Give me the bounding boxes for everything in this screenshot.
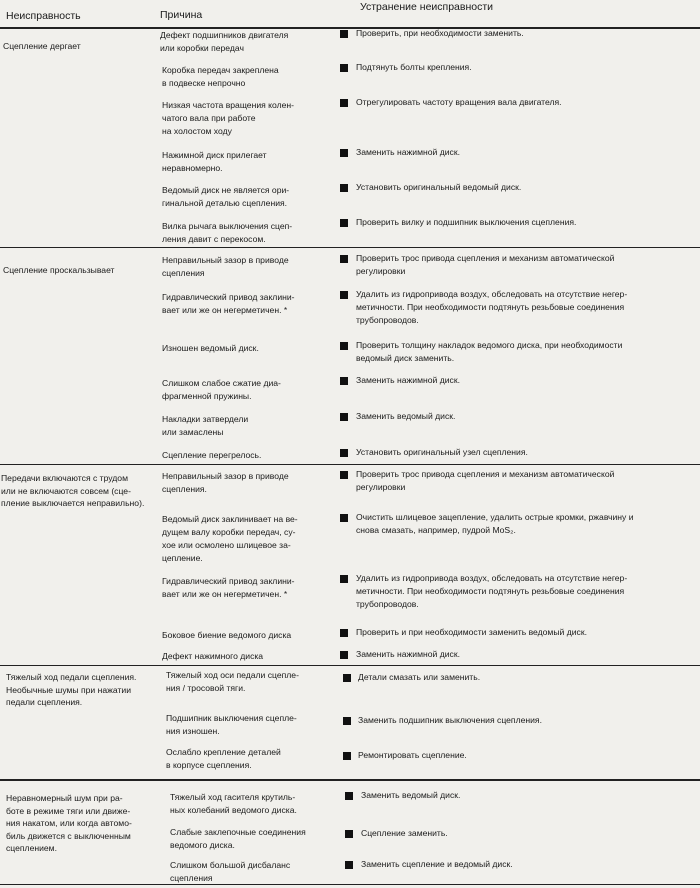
header-rule (0, 27, 700, 29)
cause-text: Тяжелый ход оси педали сцепле- ния / тросовой тяги. (166, 670, 299, 693)
header-remedy: Устранение неисправности (360, 1, 494, 13)
remedy-text: Ремонтировать сцепление. (358, 750, 467, 760)
fault-label: Неравномерный шум при ра- боте в режиме тяги или движе- ния накатом, или когда автомо- биль движется с выключенным сцеплением. (6, 793, 132, 853)
bullet-marker (340, 255, 348, 263)
remedy-text: Проверить трос привода сцепления и механизм автоматической регулировки (356, 253, 615, 276)
bullet-marker (343, 752, 351, 760)
header-cause: Причина (160, 9, 203, 21)
remedy-text: Удалить из гидропривода воздух, обследовать на отсутствие негер- метичности. При необходимости подтянуть резьбовые соединения трубопроводов. (356, 289, 628, 325)
cause-text: Боковое биение ведомого диска (162, 630, 292, 640)
remedy-text: Заменить нажимной диск. (356, 375, 460, 385)
bullet-marker (340, 651, 348, 659)
bullet-marker (345, 861, 353, 869)
bullet-marker (340, 471, 348, 479)
remedy-text: Заменить ведомый диск. (361, 790, 461, 800)
bullet-marker (340, 342, 348, 350)
section-divider (0, 464, 700, 465)
bullet-marker (340, 30, 348, 38)
cause-text: Ведомый диск не является ори- гинальной деталью сцепления. (162, 185, 290, 208)
section-divider (0, 665, 700, 666)
section-divider (0, 247, 700, 248)
remedy-text: Очистить шлицевое зацепление, удалить острые кромки, ржавчину и снова смазать, например, пудрой MoS₂. (356, 512, 634, 535)
bullet-marker (340, 99, 348, 107)
cause-text: Неправильный зазор в приводе сцепления (162, 255, 289, 278)
bullet-marker (340, 64, 348, 72)
remedy-text: Проверить и при необходимости заменить ведомый диск. (356, 627, 587, 637)
remedy-text: Отрегулировать частоту вращения вала двигателя. (356, 97, 562, 107)
cause-text: Сцепление перегрелось. (162, 450, 262, 460)
cause-text: Неправильный зазор в приводе сцепления. (162, 471, 289, 494)
bullet-marker (340, 291, 348, 299)
cause-text: Слабые заклепочные соединения ведомого диска. (170, 827, 306, 850)
fault-label: Сцепление дергает (3, 41, 81, 51)
cause-text: Ослабло крепление деталей в корпусе сцепления. (166, 747, 281, 770)
bullet-marker (340, 413, 348, 421)
cause-text: Ведомый диск заклинивает на ве- дущем валу коробки передач, су- хое или осмолено шлицевое за- цепление. (162, 514, 298, 563)
cause-text: Накладки затвердели или замаслены (162, 414, 249, 437)
bullet-marker (340, 149, 348, 157)
cause-text: Подшипник выключения сцепле- ния изношен. (166, 713, 297, 736)
bullet-marker (340, 514, 348, 522)
cause-text: Низкая частота вращения колен- чатого вала при работе на холостом ходу (162, 100, 295, 136)
header-fault: Неисправность (6, 10, 81, 22)
bullet-marker (343, 674, 351, 682)
bullet-marker (340, 575, 348, 583)
section-divider (0, 779, 700, 781)
remedy-text: Детали смазать или заменить. (358, 672, 481, 682)
bullet-marker (340, 184, 348, 192)
remedy-text: Подтянуть болты крепления. (356, 62, 472, 72)
remedy-text: Проверить, при необходимости заменить. (356, 28, 524, 38)
bullet-marker (340, 449, 348, 457)
remedy-text: Заменить ведомый диск. (356, 411, 456, 421)
remedy-text: Заменить сцепление и ведомый диск. (361, 859, 513, 869)
fault-label: Тяжелый ход педали сцепления. Необычные шумы при нажатии педали сцепления. (6, 672, 137, 707)
bullet-marker (340, 629, 348, 637)
bullet-marker (345, 830, 353, 838)
remedy-text: Проверить толщину накладок ведомого диска, при необходимости ведомый диск заменить. (356, 340, 623, 363)
remedy-text: Удалить из гидропривода воздух, обследовать на отсутствие негер- метичности. При необходимости подтянуть резьбовые соединения трубопроводов. (356, 573, 628, 609)
bullet-marker (345, 792, 353, 800)
cause-text: Слишком большой дисбаланс сцепления (170, 860, 291, 883)
cause-text: Тяжелый ход гасителя крутиль- ных колебаний ведомого диска. (170, 792, 297, 815)
remedy-text: Проверить вилку и подшипник выключения сцепления. (356, 217, 577, 227)
remedy-text: Установить оригинальный ведомый диск. (356, 182, 522, 192)
fault-label: Сцепление проскальзывает (3, 265, 115, 275)
bottom-rule (0, 884, 700, 885)
bullet-marker (343, 717, 351, 725)
cause-text: Слишком слабое сжатие диа- фрагменной пружины. (162, 378, 281, 401)
cause-text: Коробка передач закреплена в подвеске непрочно (162, 65, 279, 88)
fault-label: Передачи включаются с трудом или не включаются совсем (сце- пление выключается неправильно). (1, 473, 145, 508)
bullet-marker (340, 219, 348, 227)
cause-text: Гидравлический привод заклини- вает или же он негерметичен. * (162, 576, 295, 599)
cause-text: Дефект нажимного диска (162, 651, 264, 661)
remedy-text: Заменить нажимной диск. (356, 147, 460, 157)
remedy-text: Заменить подшипник выключения сцепления. (358, 715, 542, 725)
remedy-text: Сцепление заменить. (361, 828, 448, 838)
cause-text: Дефект подшипников двигателя или коробки передач (160, 30, 289, 53)
bullet-marker (340, 377, 348, 385)
cause-text: Изношен ведомый диск. (162, 343, 259, 353)
remedy-text: Проверить трос привода сцепления и механизм автоматической регулировки (356, 469, 615, 492)
cause-text: Вилка рычага выключения сцеп- ления давит с перекосом. (162, 221, 293, 244)
remedy-text: Заменить нажимной диск. (356, 649, 460, 659)
cause-text: Нажимной диск прилегает неравномерно. (162, 150, 267, 173)
cause-text: Гидравлический привод заклини- вает или же он негерметичен. * (162, 292, 295, 315)
remedy-text: Установить оригинальный узел сцепления. (356, 447, 528, 457)
